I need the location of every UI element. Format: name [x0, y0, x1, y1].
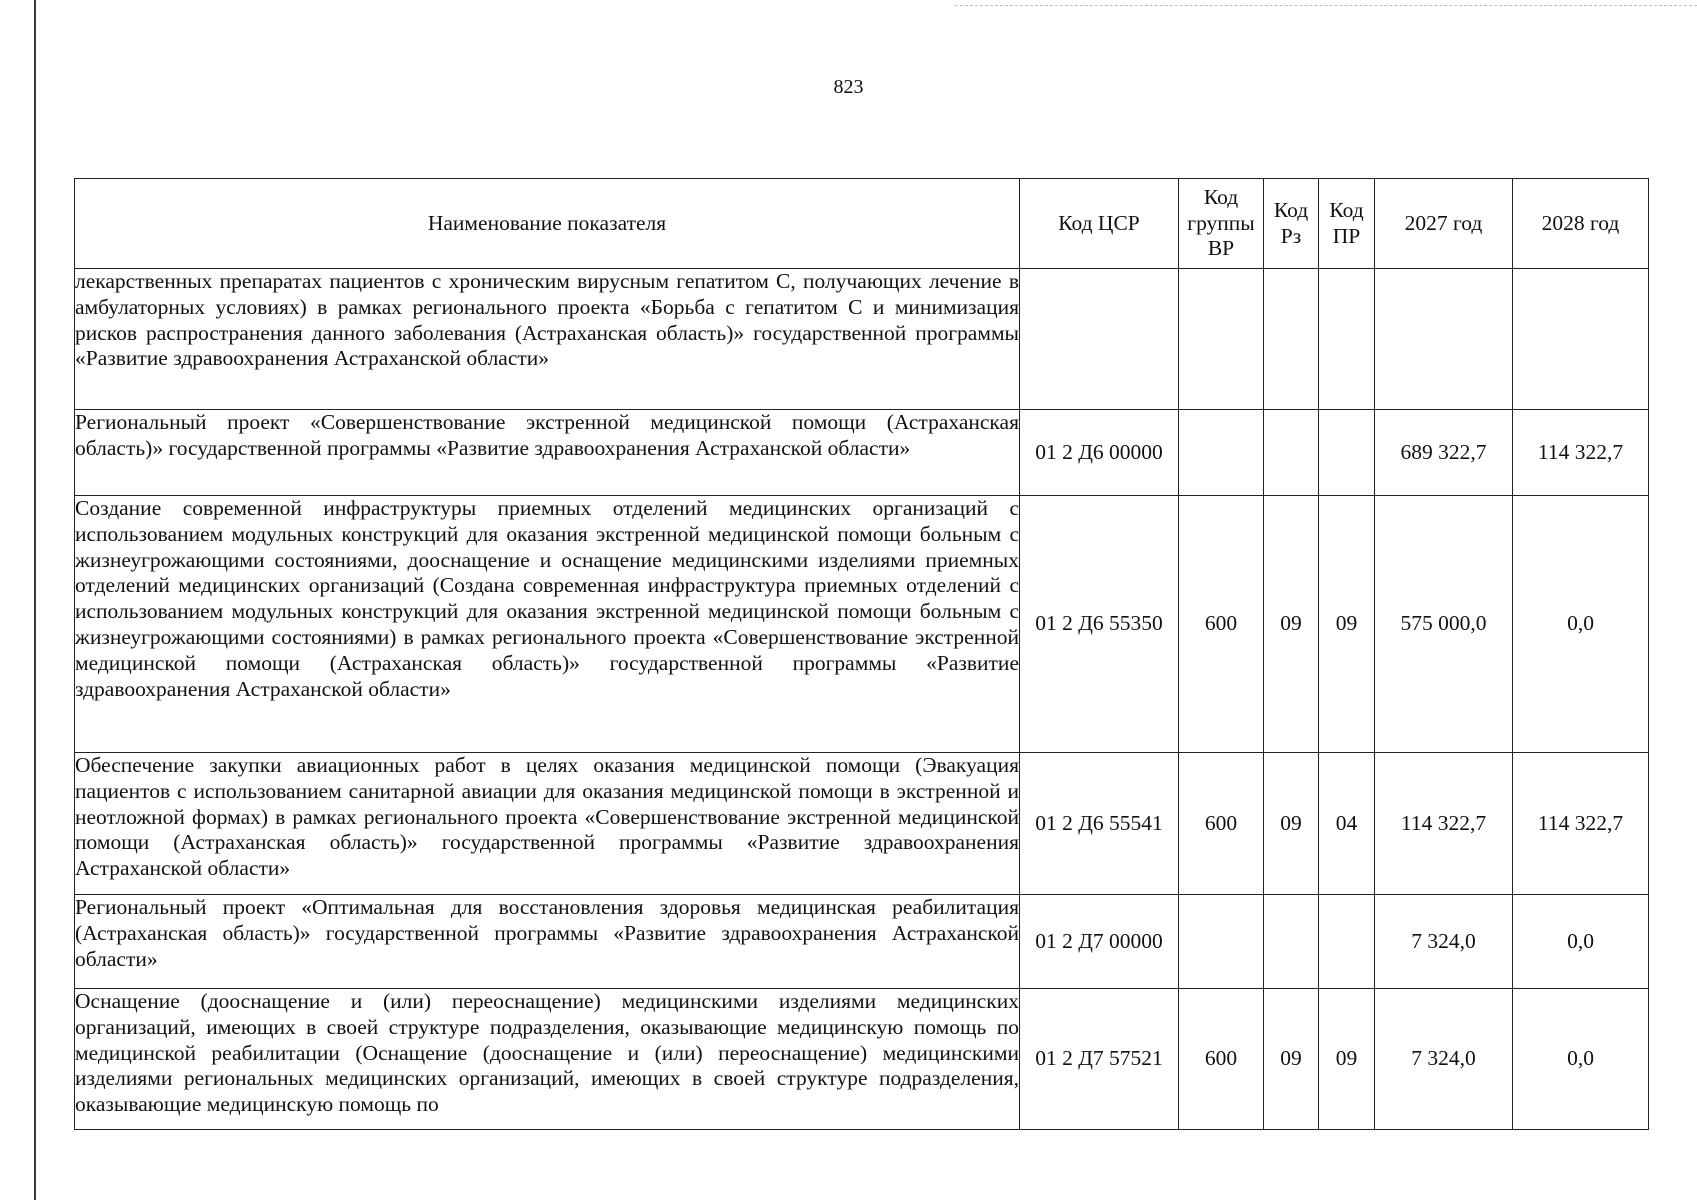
row-vr — [1179, 269, 1264, 410]
row-vr — [1179, 410, 1264, 496]
page-number: 823 — [833, 76, 864, 98]
row-2028: 0,0 — [1513, 989, 1649, 1130]
row-2027: 689 322,7 — [1375, 410, 1513, 496]
row-name: Создание современной инфраструктуры приемных отделений медицинских организаций с использованием модульных конструкций для оказания экстренной медицинской помощи больным с жизнеугрожающими состояниями, дооснащение и оснащение медицинскими изделиями приемных отделений медицинских организаций (Создана современная инфраструктура приемных отделений с использованием модульных конструкций для оказания экстренной медицинской помощи больным с жизнеугрожающими состояниями) в рамках регионального проекта «Совершенствование экстренной медицинской помощи (Астраханская область)» государственной программы «Развитие здравоохранения Астраханской области» — [75, 496, 1020, 753]
row-2028: 0,0 — [1513, 496, 1649, 753]
row-2028: 114 322,7 — [1513, 753, 1649, 895]
row-csr: 01 2 Д6 00000 — [1020, 410, 1179, 496]
row-rz: 09 — [1264, 496, 1319, 753]
row-name: Обеспечение закупки авиационных работ в целях оказания медицинской помощи (Эвакуация пациентов с использованием санитарной авиации для оказания медицинской помощи в экстренной и неотложной формах) в рамках регионального проекта «Совершенствование экстренной медицинской помощи (Астраханская область)» государственной программы «Развитие здравоохранения Астраханской области» — [75, 753, 1020, 895]
binding-margin-line — [34, 0, 36, 1200]
header-2028: 2028 год — [1513, 179, 1649, 269]
row-pr: 09 — [1319, 496, 1375, 753]
row-2027: 114 322,7 — [1375, 753, 1513, 895]
row-csr: 01 2 Д6 55350 — [1020, 496, 1179, 753]
row-2028: 0,0 — [1513, 895, 1649, 989]
row-csr — [1020, 269, 1179, 410]
row-rz: 09 — [1264, 753, 1319, 895]
row-vr — [1179, 895, 1264, 989]
table-row — [75, 269, 1649, 410]
header-2027: 2027 год — [1375, 179, 1513, 269]
row-name: Региональный проект «Совершенствование экстренной медицинской помощи (Астраханская область)» государственной программы «Развитие здравоохранения Астраханской области» — [75, 410, 1020, 496]
row-rz: 09 — [1264, 989, 1319, 1130]
scan-edge-mark — [955, 5, 1697, 6]
row-rz — [1264, 410, 1319, 496]
row-vr: 600 — [1179, 496, 1264, 753]
header-vr: Код группы ВР — [1179, 179, 1264, 269]
table-row — [75, 989, 1649, 1130]
row-csr: 01 2 Д7 00000 — [1020, 895, 1179, 989]
row-rz — [1264, 269, 1319, 410]
table-row — [75, 895, 1649, 989]
row-2028 — [1513, 269, 1649, 410]
table-row — [75, 753, 1649, 895]
row-rz — [1264, 895, 1319, 989]
row-pr: 04 — [1319, 753, 1375, 895]
row-csr: 01 2 Д7 57521 — [1020, 989, 1179, 1130]
row-2028: 114 322,7 — [1513, 410, 1649, 496]
table-header-row — [75, 179, 1649, 269]
row-pr — [1319, 269, 1375, 410]
table-row — [75, 496, 1649, 753]
header-pr: Код ПР — [1319, 179, 1375, 269]
header-rz: Код Рз — [1264, 179, 1319, 269]
row-2027: 575 000,0 — [1375, 496, 1513, 753]
budget-table — [74, 178, 1649, 1130]
row-2027 — [1375, 269, 1513, 410]
row-name: Оснащение (дооснащение и (или) переоснащение) медицинскими изделиями медицинских организаций, имеющих в своей структуре подразделения, оказывающие медицинскую помощь по медицинской реабилитации (Оснащение (дооснащение и (или) переоснащение) медицинскими изделиями региональных медицинских организаций, имеющих в своей структуре подразделения, оказывающие медицинскую помощь по — [75, 989, 1020, 1130]
row-csr: 01 2 Д6 55541 — [1020, 753, 1179, 895]
row-pr — [1319, 410, 1375, 496]
table-row — [75, 410, 1649, 496]
header-name: Наименование показателя — [75, 179, 1020, 269]
row-2027: 7 324,0 — [1375, 895, 1513, 989]
row-name: Региональный проект «Оптимальная для восстановления здоровья медицинская реабилитация (Астраханская область)» государственной программы «Развитие здравоохранения Астраханской области» — [75, 895, 1020, 989]
row-vr: 600 — [1179, 753, 1264, 895]
row-pr: 09 — [1319, 989, 1375, 1130]
row-pr — [1319, 895, 1375, 989]
row-vr: 600 — [1179, 989, 1264, 1130]
row-name: лекарственных препаратах пациентов с хроническим вирусным гепатитом С, получающих лечение в амбулаторных условиях) в рамках регионального проекта «Борьба с гепатитом С и минимизация рисков распространения данного заболевания (Астраханская область)» государственной программы «Развитие здравоохранения Астраханской области» — [75, 269, 1020, 410]
row-2027: 7 324,0 — [1375, 989, 1513, 1130]
header-csr: Код ЦСР — [1020, 179, 1179, 269]
